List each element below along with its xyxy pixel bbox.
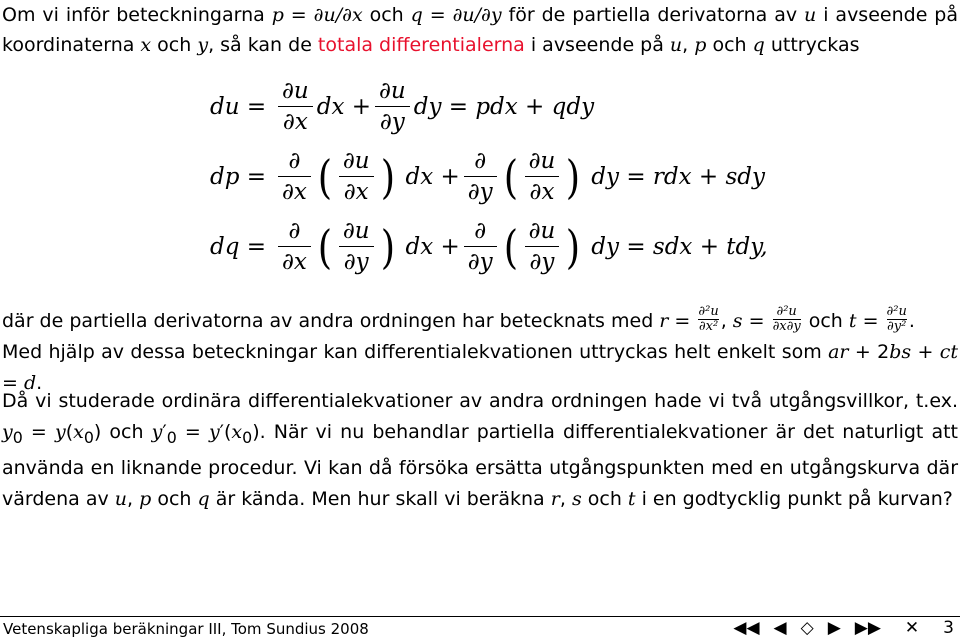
previous-page-icon[interactable]: ◀: [773, 618, 787, 638]
last-page-icon[interactable]: ▶▶: [854, 618, 881, 638]
footer-divider: [0, 616, 960, 617]
paragraph-second-order: där de partiella derivatorna av andra ordningen har betecknats med r = $\frac{\text{∂²u}}{\text{∂x²}}$ , s = $\frac{\text{∂²u}}{\partial x\partial y}$ och t = $\frac{\text{∂²u}}{\text{∂y²}}$ . Med hjälp av dessa beteckningar kan differentialekvationen uttryckas helt enkelt som ar + 2bs + ct = d.: [2, 304, 959, 394]
page-number: 3: [943, 618, 954, 638]
footer-text: Vetenskapliga beräkningar III, Tom Sundius 2008: [3, 620, 369, 638]
equation-dq: dq = $\frac{\partial}{\partial x}$ ( $\frac{\partial u}{\partial y}$ ) dx + $\frac{\partial}{\partial y}$ ( $\frac{\partial u}{\partial y}$ ) dy = sdx + tdy,: [210, 218, 768, 275]
paragraph-intro: Om vi inför beteckningarna p = ∂u/∂x och q = ∂u/∂y för de partiella derivatorna av u i avseende på koordinaterna x och y, så kan de totala differentialerna i avseende på u, p och q uttryckas: [2, 4, 959, 56]
home-icon[interactable]: ◇: [800, 618, 814, 638]
navigation-bar: [733, 618, 954, 638]
equation-dp: dp = $\frac{\partial}{\partial x}$ ( $\frac{\partial u}{\partial x}$ ) dx + $\frac{\partial}{\partial y}$ ( $\frac{\partial u}{\partial x}$ ) dy = rdx + sdy: [210, 148, 766, 205]
paragraph-initial-conditions: Då vi studerade ordinära differentialekvationer av andra ordningen hade vi två utgångsvillkor, t.ex. $y_0 = y(x_0)$ och $y'_0 = y'(x_0)$. När vi nu behandlar partiella differentialekvationer är det naturligt att använda en liknande procedur. Vi kan då försöka ersätta utgångspunkten med en utgångskurva där värdena av u, p och q är kända. Men hur skall vi beräkna r, s och t i en godtycklig punkt på kurvan?: [2, 390, 959, 510]
link-totala-differentialerna[interactable]: totala differentialerna: [317, 34, 525, 56]
first-page-icon[interactable]: ◀◀: [733, 618, 760, 638]
footer: [0, 616, 960, 640]
next-page-icon[interactable]: ▶: [827, 618, 841, 638]
close-icon[interactable]: ✕: [904, 618, 920, 638]
equation-du: du = $\frac{\partial u}{\partial x}$ dx + $\frac{\partial u}{\partial y}$ dy = pdx + qdy: [210, 78, 595, 135]
